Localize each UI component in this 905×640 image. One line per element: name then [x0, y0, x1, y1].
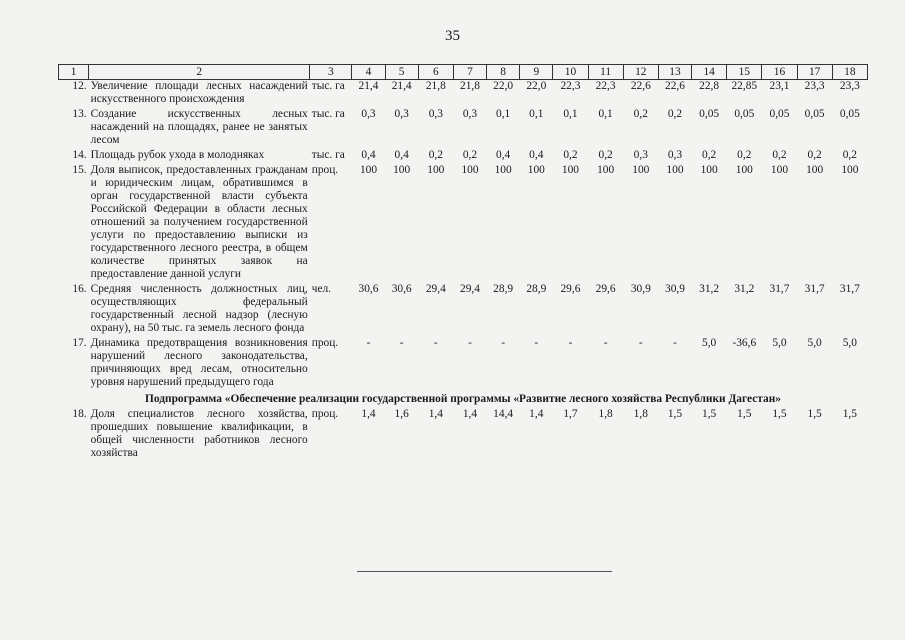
unit-cell: проц. [311, 337, 339, 349]
subprogram-title: Подпрограмма «Обеспечение реализации государственной программы «Развитие лесного хозяйства Республики Дагестан» [145, 393, 781, 405]
value-cell: - [433, 337, 438, 349]
value-cell: 0,3 [462, 108, 478, 120]
header-cell: 5 [385, 65, 418, 80]
value-cell: 1,4 [428, 408, 443, 420]
value-cell: 22,3 [595, 80, 616, 92]
value-cell: 100 [494, 164, 512, 176]
value-cell: 31,2 [734, 283, 755, 295]
value-cell: 31,7 [839, 283, 860, 295]
header-cell: 17 [797, 65, 832, 80]
value-cell: 0,2 [563, 149, 578, 161]
value-cell: 21,8 [425, 80, 446, 92]
indicator-name: Доля специалистов лесного хозяйства, прошедших повышение квалификации, в общей численности работников лесного хозяйства [90, 408, 308, 459]
value-cell: 30,9 [630, 283, 651, 295]
header-cell: 1 [59, 65, 89, 80]
indicators-table [58, 64, 868, 462]
header-row [59, 65, 868, 80]
value-cell: 28,9 [493, 283, 514, 295]
value-cell: 0,2 [633, 108, 648, 120]
value-cell: 0,3 [394, 108, 409, 120]
indicator-name: Средняя численность должностных лиц, осуществляющих федеральный государственный лесной надзор (лесную охрану), на 50 тыс. га земель лесного фонда [90, 283, 308, 334]
indicator-name: Увеличение площади лесных насаждений искусственного происхождения [90, 80, 308, 105]
value-cell: 21,4 [391, 80, 412, 92]
value-cell: - [534, 337, 539, 349]
value-cell: - [568, 337, 573, 349]
value-cell: - [638, 337, 643, 349]
value-cell: 0,1 [529, 108, 544, 120]
row-number: 12. [72, 80, 87, 92]
value-cell: 1,8 [633, 408, 648, 420]
value-cell: 0,4 [496, 149, 511, 161]
value-cell: 0,1 [496, 108, 511, 120]
value-cell: 28,9 [526, 283, 547, 295]
value-cell: - [501, 337, 506, 349]
table-row [59, 337, 868, 391]
value-cell: 0,05 [839, 108, 860, 120]
value-cell: 0,2 [807, 149, 822, 161]
value-cell: 5,0 [807, 337, 822, 349]
value-cell: 31,2 [699, 283, 720, 295]
value-cell: 100 [527, 164, 545, 176]
header-cell: 11 [588, 65, 623, 80]
value-cell: 0,05 [769, 108, 790, 120]
table-row [59, 80, 868, 109]
table-row [59, 108, 868, 149]
value-cell: 100 [359, 164, 378, 176]
row-number: 15. [72, 164, 87, 176]
unit-cell: тыс. га [311, 149, 345, 161]
value-cell: 0,2 [737, 149, 752, 161]
value-cell: 100 [666, 164, 684, 176]
value-cell: - [673, 337, 677, 349]
value-cell: 100 [597, 164, 615, 176]
value-cell: 100 [427, 164, 445, 176]
value-cell: 0,3 [361, 108, 376, 120]
value-cell: 21,8 [460, 80, 480, 92]
value-cell: 100 [735, 164, 753, 176]
value-cell: 29,4 [460, 283, 480, 295]
value-cell: 1,5 [842, 408, 857, 420]
value-cell: 5,0 [842, 337, 857, 349]
table-row [59, 164, 868, 283]
value-cell: 0,1 [598, 108, 613, 120]
row-number: 13. [72, 108, 87, 120]
header-cell: 6 [418, 65, 453, 80]
value-cell: 0,05 [699, 108, 720, 120]
header-cell: 12 [623, 65, 658, 80]
value-cell: 22,0 [526, 80, 547, 92]
value-cell: 5,0 [772, 337, 787, 349]
header-cell: 13 [658, 65, 691, 80]
indicator-name: Создание искусственных лесных насаждений на площадях, ранее не занятых лесом [90, 108, 308, 146]
row-number: 18. [72, 408, 87, 420]
value-cell: 30,6 [391, 283, 412, 295]
value-cell: 22,0 [493, 80, 514, 92]
header-cell: 3 [310, 65, 352, 80]
value-cell: 1,4 [529, 408, 544, 420]
value-cell: 1,6 [394, 408, 409, 420]
header-cell: 18 [832, 65, 867, 80]
value-cell: 21,4 [358, 80, 379, 92]
row-number: 16. [72, 283, 87, 295]
unit-cell: чел. [311, 283, 332, 295]
header-cell: 8 [487, 65, 520, 80]
value-cell: 100 [632, 164, 650, 176]
value-cell: 22,8 [699, 80, 720, 92]
table-row [59, 408, 868, 462]
value-cell: 22,85 [731, 80, 758, 92]
value-cell: 22,3 [560, 80, 581, 92]
indicator-name: Доля выписок, предоставленных гражданам и юридическим лицам, обратившимся в орган государственной власти субъекта Российской Федерации в области лесных отношений за получением государственной услуги по предоставлению выписки из государственного лесного реестра, в общем количестве принятых заявок на предоставление данной услуги [90, 164, 308, 280]
value-cell: 0,2 [772, 149, 787, 161]
value-cell: 23,1 [769, 80, 790, 92]
value-cell: 0,2 [598, 149, 613, 161]
value-cell: 0,2 [462, 149, 478, 161]
value-cell: 5,0 [702, 337, 717, 349]
value-cell: 0,2 [667, 108, 683, 120]
value-cell: 0,4 [361, 149, 376, 161]
value-cell: 30,6 [358, 283, 379, 295]
row-number: 17. [72, 337, 87, 349]
value-cell: 22,6 [630, 80, 651, 92]
value-cell: 29,6 [595, 283, 616, 295]
value-cell: 0,1 [563, 108, 578, 120]
value-cell: 0,05 [734, 108, 755, 120]
unit-cell: проц. [311, 164, 339, 176]
value-cell: 0,3 [428, 108, 443, 120]
value-cell: -36,6 [732, 337, 757, 349]
value-cell: 100 [841, 164, 859, 176]
header-cell: 15 [727, 65, 762, 80]
value-cell: 1,7 [563, 408, 578, 420]
value-cell: 0,3 [667, 149, 683, 161]
value-cell: 31,7 [769, 283, 790, 295]
header-cell: 16 [762, 65, 797, 80]
page-number: 35 [445, 28, 460, 44]
value-cell: 0,2 [842, 149, 857, 161]
unit-cell: проц. [311, 408, 339, 420]
value-cell: 1,4 [462, 408, 478, 420]
value-cell: 1,5 [737, 408, 752, 420]
value-cell: 1,5 [807, 408, 822, 420]
value-cell: 0,05 [804, 108, 825, 120]
subprogram-row [59, 391, 868, 408]
header-cell: 4 [352, 65, 385, 80]
value-cell: 31,7 [804, 283, 825, 295]
value-cell: - [468, 337, 472, 349]
value-cell: 0,4 [529, 149, 544, 161]
value-cell: 100 [700, 164, 718, 176]
unit-cell: тыс. га [311, 80, 345, 92]
indicator-name: Площадь рубок ухода в молодняках [90, 149, 265, 161]
unit-cell: тыс. га [311, 108, 345, 120]
row-number: 14. [72, 149, 87, 161]
value-cell: 100 [393, 164, 411, 176]
value-cell: 14,4 [493, 408, 514, 420]
value-cell: 23,3 [839, 80, 860, 92]
value-cell: 22,6 [665, 80, 685, 92]
value-cell: 30,9 [665, 283, 685, 295]
header-cell: 7 [453, 65, 486, 80]
value-cell: 100 [461, 164, 479, 176]
value-cell: 100 [561, 164, 579, 176]
indicator-name: Динамика предотвращения возникновения нарушений лесного законодательства, причиняющих вред лесам, относительно уровня нарушений предыдущего года [90, 337, 308, 388]
value-cell: - [366, 337, 371, 349]
header-cell: 9 [520, 65, 553, 80]
value-cell: 29,4 [425, 283, 446, 295]
header-cell: 2 [89, 65, 310, 80]
value-cell: 1,4 [361, 408, 376, 420]
value-cell: - [603, 337, 608, 349]
value-cell: 0,3 [633, 149, 648, 161]
value-cell: - [399, 337, 404, 349]
header-cell: 14 [692, 65, 727, 80]
header-cell: 10 [553, 65, 588, 80]
value-cell: 1,8 [598, 408, 613, 420]
value-cell: 23,3 [804, 80, 825, 92]
value-cell: 0,2 [428, 149, 443, 161]
value-cell: 1,5 [667, 408, 683, 420]
value-cell: 0,4 [394, 149, 409, 161]
value-cell: 1,5 [772, 408, 787, 420]
footer-line [357, 571, 612, 572]
value-cell: 0,2 [702, 149, 717, 161]
value-cell: 100 [770, 164, 789, 176]
value-cell: 1,5 [702, 408, 717, 420]
value-cell: 100 [806, 164, 824, 176]
value-cell: 29,6 [560, 283, 581, 295]
table-row [59, 149, 868, 164]
table-row [59, 283, 868, 337]
